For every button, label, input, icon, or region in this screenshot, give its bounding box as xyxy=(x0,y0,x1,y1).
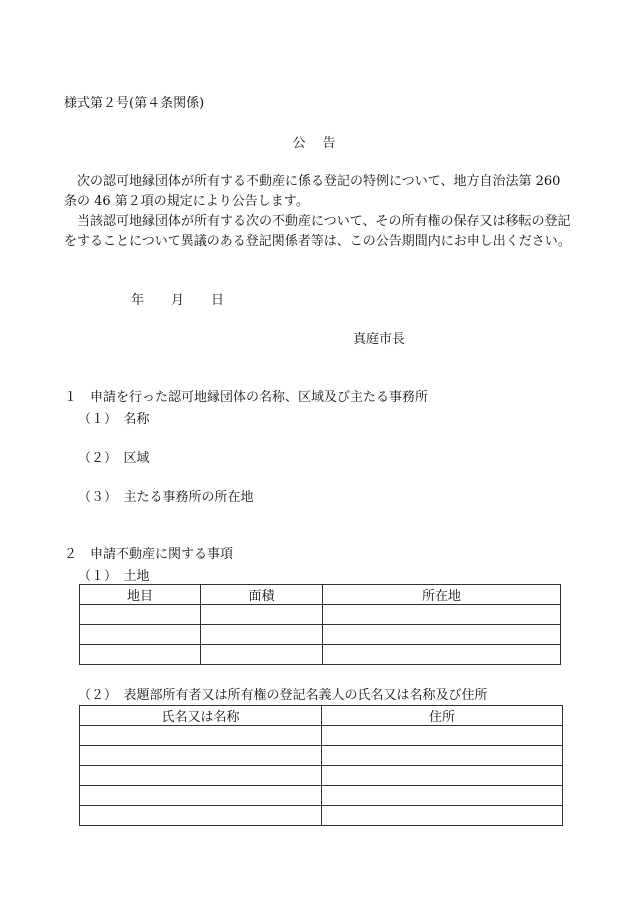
table-cell[interactable] xyxy=(322,746,563,766)
table-row xyxy=(80,726,563,746)
table-cell[interactable] xyxy=(201,625,323,645)
table-cell[interactable] xyxy=(323,605,561,625)
section1-item-name: （１） 名称 xyxy=(78,412,150,427)
owners-table xyxy=(79,705,563,826)
table-cell[interactable] xyxy=(322,786,563,806)
table-cell[interactable] xyxy=(80,605,201,625)
table-cell[interactable] xyxy=(322,806,563,826)
table-row xyxy=(80,605,561,625)
table-header-row xyxy=(80,585,561,605)
table-row xyxy=(80,766,563,786)
column-header: 氏名又は名称 xyxy=(80,706,322,726)
table-cell[interactable] xyxy=(80,746,322,766)
issuer-name: 真庭市長 xyxy=(353,332,406,347)
table-cell[interactable] xyxy=(201,605,323,625)
table-cell[interactable] xyxy=(322,766,563,786)
table-cell[interactable] xyxy=(80,645,201,665)
land-table xyxy=(79,584,561,665)
section2-heading: ２ 申請不動産に関する事項 xyxy=(64,547,234,562)
column-header: 面積 xyxy=(201,585,323,605)
table-cell[interactable] xyxy=(80,726,322,746)
date-day: 日 xyxy=(211,293,225,308)
table-cell[interactable] xyxy=(323,625,561,645)
section1-heading: １ 申請を行った認可地縁団体の名称、区域及び主たる事務所 xyxy=(64,390,429,405)
section1-item-office: （３） 主たる事務所の所在地 xyxy=(78,490,254,505)
date-year: 年 xyxy=(131,293,145,308)
column-header: 所在地 xyxy=(323,585,561,605)
table-row xyxy=(80,625,561,645)
table-cell[interactable] xyxy=(80,625,201,645)
date-line xyxy=(131,292,224,309)
owners-label: （２） 表題部所有者又は所有権の登記名義人の氏名又は名称及び住所 xyxy=(78,688,488,703)
form-number: 様式第２号(第４条関係) xyxy=(64,96,205,111)
table-cell[interactable] xyxy=(80,806,322,826)
table-row xyxy=(80,786,563,806)
notice-paragraph-1: 次の認可地縁団体が所有する不動産に係る登記の特例について、地方自治法第 260 条の 46 第２項の規定により公告します。 xyxy=(64,174,561,209)
table-cell[interactable] xyxy=(201,645,323,665)
table-cell[interactable] xyxy=(323,645,561,665)
notice-title: 公 告 xyxy=(292,136,338,151)
notice-paragraph-2: 当該認可地縁団体が所有する次の不動産について、その所有権の保存又は移転の登記をすることについて異議のある登記関係者等は、この公告期間内にお申し出ください。 xyxy=(64,214,571,249)
date-month: 月 xyxy=(171,293,185,308)
table-cell[interactable] xyxy=(322,726,563,746)
table-header-row xyxy=(80,706,563,726)
land-label: （１） 土地 xyxy=(78,569,150,584)
section1-item-area: （２） 区域 xyxy=(78,451,150,466)
table-row xyxy=(80,645,561,665)
table-cell[interactable] xyxy=(80,786,322,806)
column-header: 地目 xyxy=(80,585,201,605)
table-row xyxy=(80,746,563,766)
column-header: 住所 xyxy=(322,706,563,726)
table-cell[interactable] xyxy=(80,766,322,786)
table-row xyxy=(80,806,563,826)
